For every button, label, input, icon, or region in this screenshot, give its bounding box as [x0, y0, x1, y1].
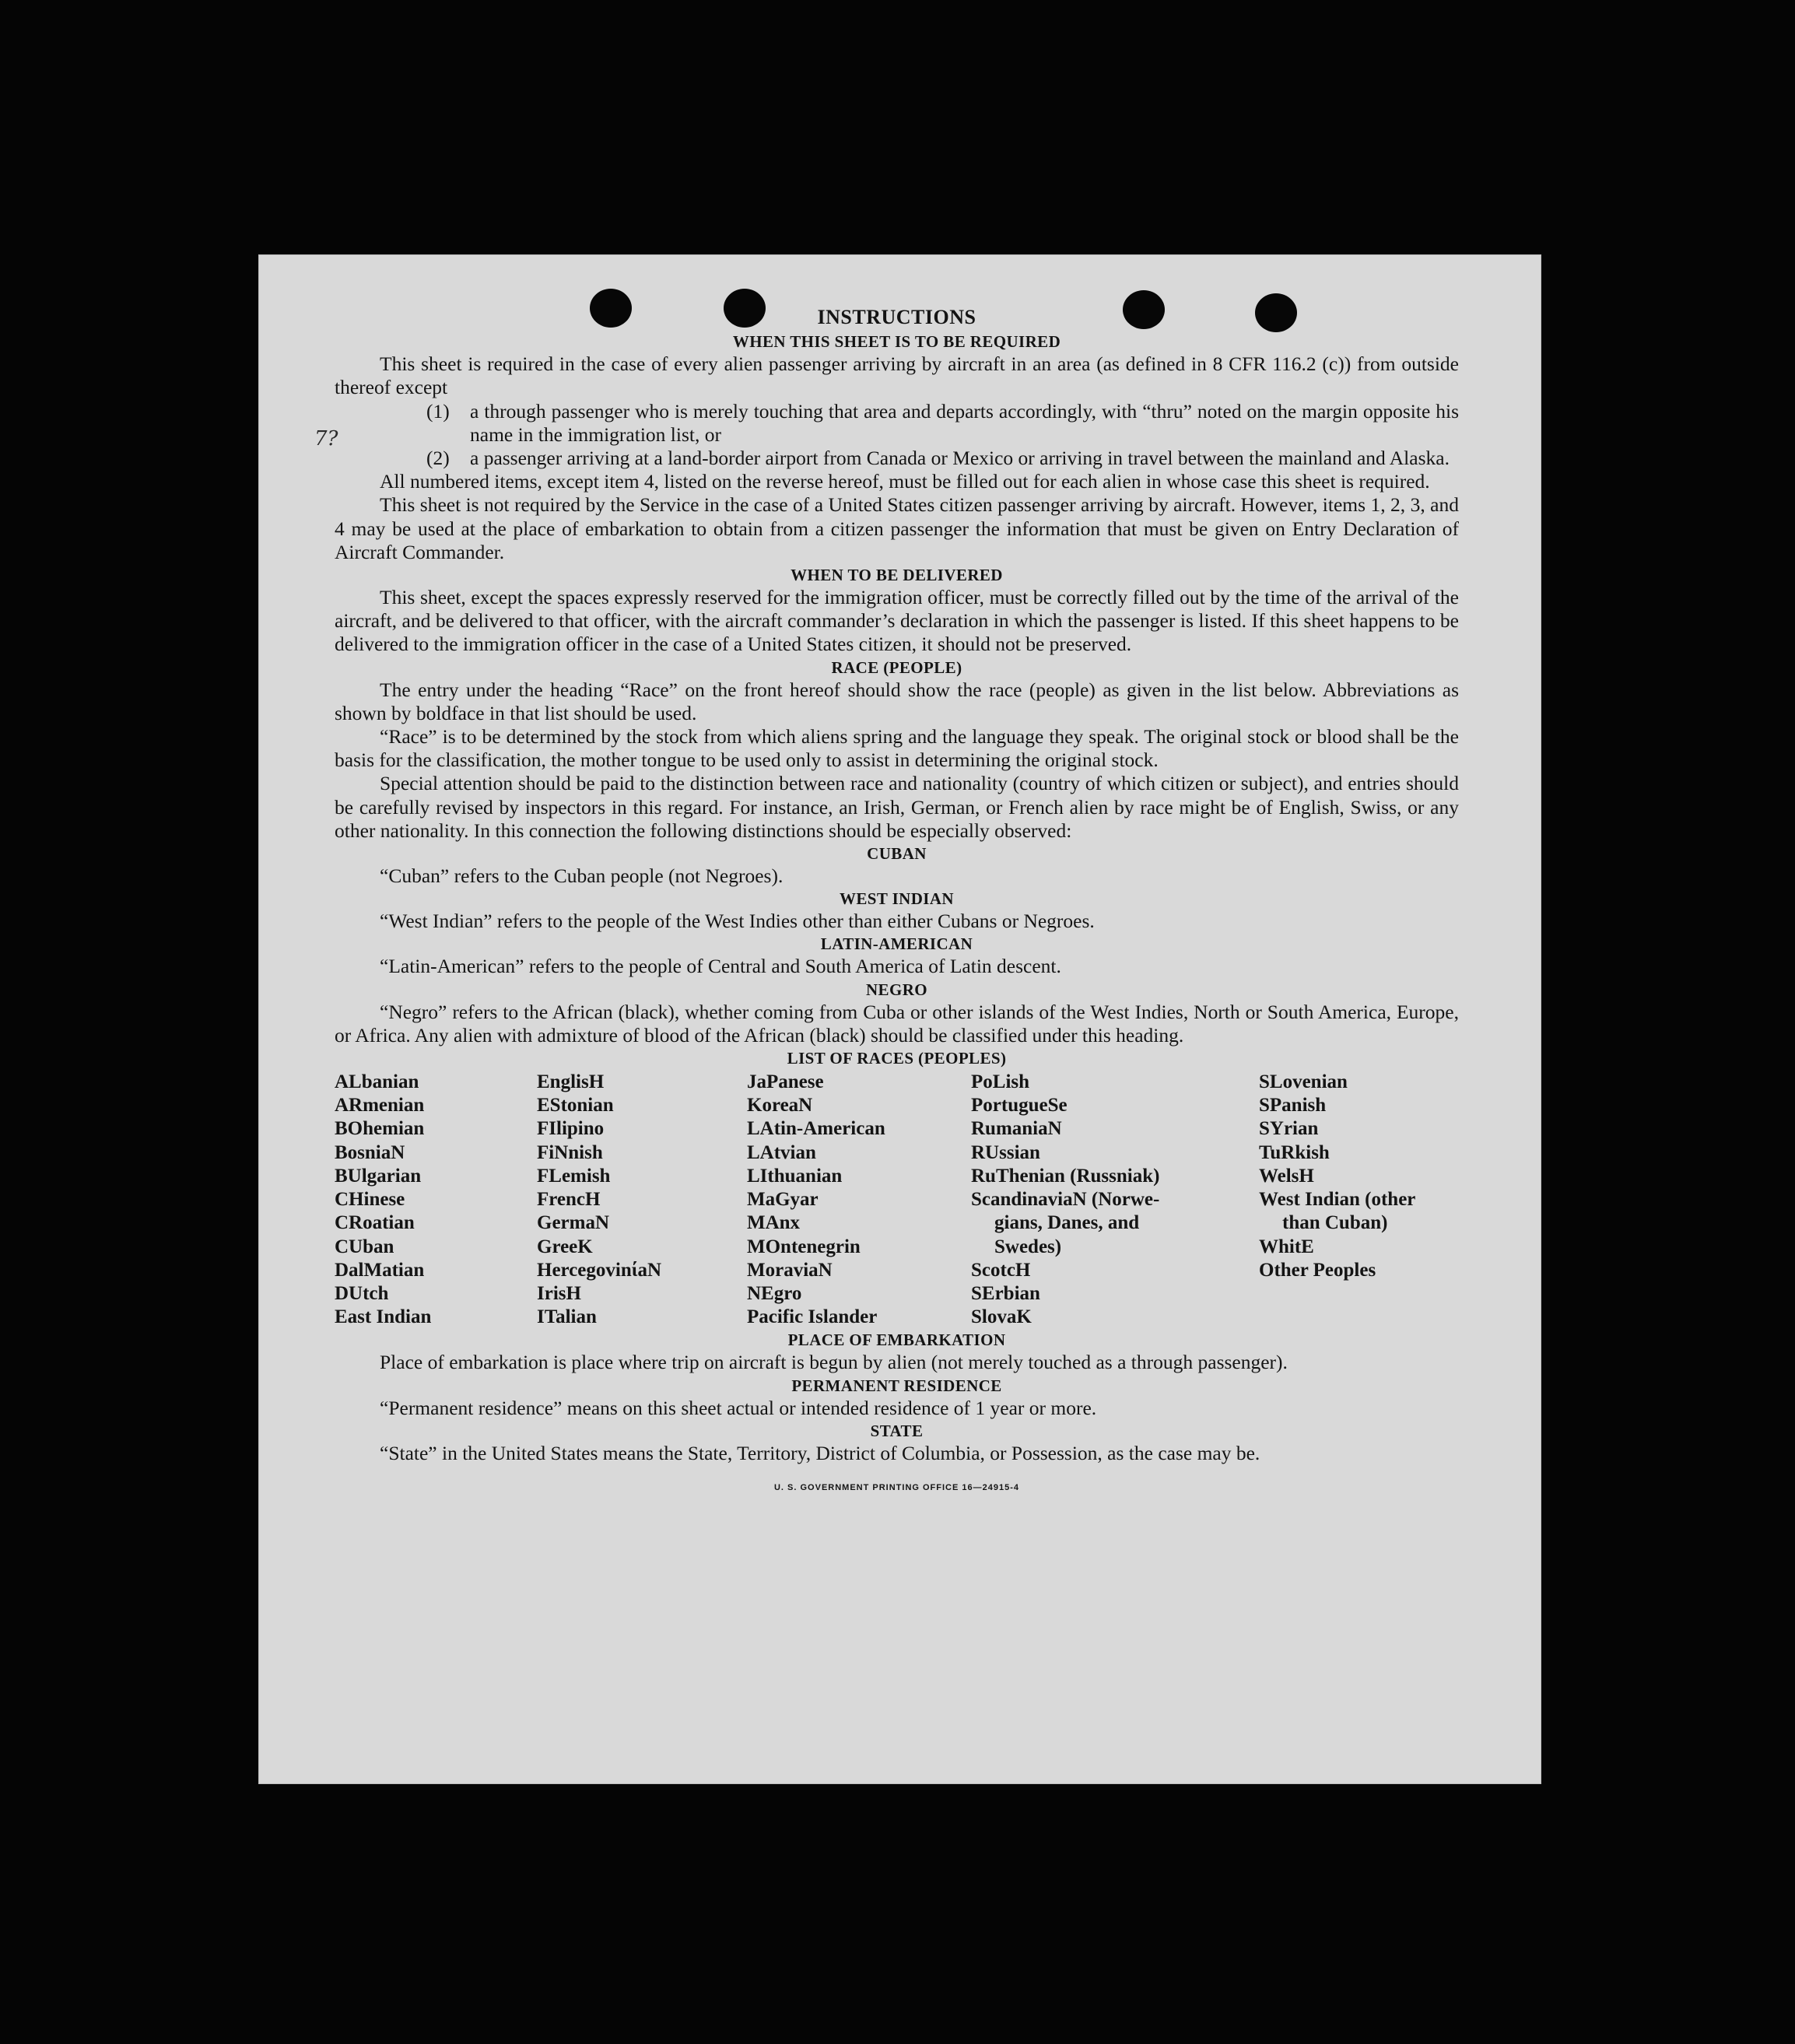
race-item: JaPanese: [747, 1071, 824, 1093]
race-item: SPanish: [1259, 1095, 1327, 1117]
race-item: East Indian: [335, 1306, 432, 1328]
section-heading: WHEN THIS SHEET IS TO BE REQUIRED: [732, 332, 1061, 352]
race-item: BUlgarian: [335, 1165, 422, 1187]
race-item: than Cuban): [1282, 1212, 1388, 1234]
paragraph: This sheet, except the spaces expressly reserved for the immigration officer, must be correctly filled out by the time of the arrival of the aircraft, and be delivered to that officer, with the aircraft commander’s declaration in which the passenger is listed. If this sheet happens to be delivered to the immigration officer in the case of a United States citizen, it should not be preserved.: [335, 586, 1459, 656]
race-item: WhitE: [1259, 1236, 1314, 1257]
race-item: Other Peoples: [1259, 1259, 1376, 1281]
race-item: LAtin-American: [747, 1118, 885, 1140]
race-item: LAtvian: [747, 1141, 816, 1163]
races-column: [335, 1071, 537, 1329]
race-item: gians, Danes, and: [994, 1212, 1140, 1234]
race-item: CHinese: [335, 1189, 405, 1211]
race-item: CRoatian: [335, 1212, 415, 1234]
section-heading: RACE (PEOPLE): [831, 657, 962, 677]
race-item: FIlipino: [537, 1118, 605, 1140]
item-number: (2): [426, 447, 450, 470]
race-item: SErbian: [971, 1282, 1040, 1304]
section-heading: STATE: [870, 1421, 924, 1440]
race-item: DUtch: [335, 1282, 389, 1304]
page-title: INSTRUCTIONS: [817, 306, 976, 328]
race-item: SlovaK: [971, 1306, 1032, 1328]
races-column: [1259, 1071, 1453, 1329]
margin-note: 7?: [314, 427, 338, 451]
paragraph: “Permanent residence” means on this sheet actual or intended residence of 1 year or more.: [380, 1396, 1097, 1419]
section-heading: LIST OF RACES (PEOPLES): [787, 1049, 1007, 1068]
item-number: (1): [426, 399, 450, 422]
paragraph: Special attention should be paid to the distinction between race and nationality (country of which citizen or subject), and entries should be carefully revised by inspectors in this regard. For instance, an Irish, German, or French alien by race might be of English, Swiss, or any other nationality. In this connection the following distinctions should be especially observed:: [335, 772, 1459, 842]
race-item: EnglisH: [537, 1071, 605, 1093]
race-item: ScandinaviaN (Norwe-: [971, 1189, 1160, 1211]
race-item: LIthuanian: [747, 1165, 843, 1187]
race-item: MoraviaN: [747, 1259, 833, 1281]
section-heading: CUBAN: [867, 844, 927, 864]
section-heading: PERMANENT RESIDENCE: [791, 1376, 1002, 1395]
paragraph: “Race” is to be determined by the stock from which aliens spring and the language they speak. The original stock or blood shall be the basis for the classification, the mother tongue to be used only to assist in determining the original stock.: [335, 725, 1459, 772]
race-item: PortugueSe: [971, 1095, 1068, 1117]
race-item: HercegovinίaN: [537, 1259, 662, 1281]
paragraph: “Latin-American” refers to the people of Central and South America of Latin descent.: [380, 955, 1061, 978]
races-column: [971, 1071, 1259, 1329]
race-item: ARmenian: [335, 1095, 425, 1117]
race-item: NEgro: [747, 1282, 802, 1304]
item-text: a passenger arriving at a land-border airport from Canada or Mexico or arriving in travel between the mainland and Alaska.: [470, 447, 1450, 470]
paragraph: “State” in the United States means the State, Territory, District of Columbia, or Possession, as the case may be.: [380, 1441, 1260, 1464]
instructions-body: [335, 306, 1459, 1499]
list-item: [335, 400, 1459, 447]
race-item: GermaN: [537, 1212, 610, 1234]
section-heading: WHEN TO BE DELIVERED: [791, 566, 1003, 585]
race-item: GreeK: [537, 1236, 593, 1257]
section-heading: NEGRO: [865, 980, 927, 999]
race-item: MaGyar: [747, 1189, 819, 1211]
race-item: RumaniaN: [971, 1118, 1062, 1140]
document-sheet: [258, 254, 1541, 1784]
races-column: [537, 1071, 747, 1329]
section-heading: PLACE OF EMBARKATION: [787, 1331, 1006, 1350]
race-item: RuThenian (Russniak): [971, 1165, 1160, 1187]
paragraph: “Negro” refers to the African (black), whether coming from Cuba or other islands of the West Indies, North or South America, Europe, or Africa. Any alien with admixture of blood of the African (black) should be classified under this heading.: [335, 1000, 1459, 1047]
race-item: FiNnish: [537, 1141, 603, 1163]
race-item: WelsH: [1259, 1165, 1314, 1187]
race-item: IrisH: [537, 1282, 581, 1304]
printer-imprint: U. S. GOVERNMENT PRINTING OFFICE 16—24915-4: [773, 1482, 1019, 1492]
race-item: TuRkish: [1259, 1141, 1330, 1163]
race-item: RUssian: [971, 1141, 1040, 1163]
race-item: KoreaN: [747, 1095, 813, 1117]
race-item: MAnx: [747, 1212, 801, 1234]
paragraph: This sheet is required in the case of every alien passenger arriving by aircraft in an area (as defined in 8 CFR 116.2 (c)) from outside thereof except: [335, 352, 1459, 399]
race-item: ScotcH: [971, 1259, 1031, 1281]
race-item: FrencH: [537, 1189, 601, 1211]
races-list: [335, 1071, 1459, 1329]
race-item: Swedes): [994, 1236, 1062, 1257]
race-item: SLovenian: [1259, 1071, 1348, 1093]
paragraph: Place of embarkation is place where trip on aircraft is begun by alien (not merely touched as a through passenger).: [380, 1351, 1288, 1374]
race-item: SYrian: [1259, 1118, 1319, 1140]
race-item: BosniaN: [335, 1141, 405, 1163]
list-item: [335, 447, 1459, 470]
races-column: [747, 1071, 971, 1329]
race-item: ALbanian: [335, 1071, 419, 1093]
section-heading: LATIN-AMERICAN: [820, 934, 973, 954]
race-item: West Indian (other: [1259, 1189, 1416, 1211]
paragraph: All numbered items, except item 4, listed on the reverse hereof, must be filled out for each alien in whose case this sheet is required.: [380, 470, 1430, 493]
paragraph: The entry under the heading “Race” on the front hereof should show the race (people) as given in the list below. Abbreviations as shown by boldface in that list should be used.: [335, 678, 1459, 724]
race-item: Pacific Islander: [747, 1306, 878, 1328]
race-item: EStonian: [537, 1095, 614, 1117]
race-item: FLemish: [537, 1165, 611, 1187]
race-item: ITalian: [537, 1306, 597, 1328]
section-heading: WEST INDIAN: [840, 889, 954, 909]
race-item: DalMatian: [335, 1259, 425, 1281]
paragraph: “Cuban” refers to the Cuban people (not Negroes).: [380, 864, 784, 888]
race-item: CUban: [335, 1236, 394, 1257]
paragraph: “West Indian” refers to the people of the West Indies other than either Cubans or Negroes.: [380, 910, 1095, 933]
item-text: a through passenger who is merely touching that area and departs accordingly, with “thru” noted on the margin opposite his name in the immigration list, or: [470, 399, 1459, 446]
race-item: PoLish: [971, 1071, 1030, 1093]
race-item: BOhemian: [335, 1118, 425, 1140]
paragraph: This sheet is not required by the Service in the case of a United States citizen passenger arriving by aircraft. However, items 1, 2, 3, and 4 may be used at the place of embarkation to obtain from a citizen passenger the information that must be given on Entry Declaration of Aircraft Commander.: [335, 493, 1459, 563]
race-item: MOntenegrin: [747, 1236, 861, 1257]
